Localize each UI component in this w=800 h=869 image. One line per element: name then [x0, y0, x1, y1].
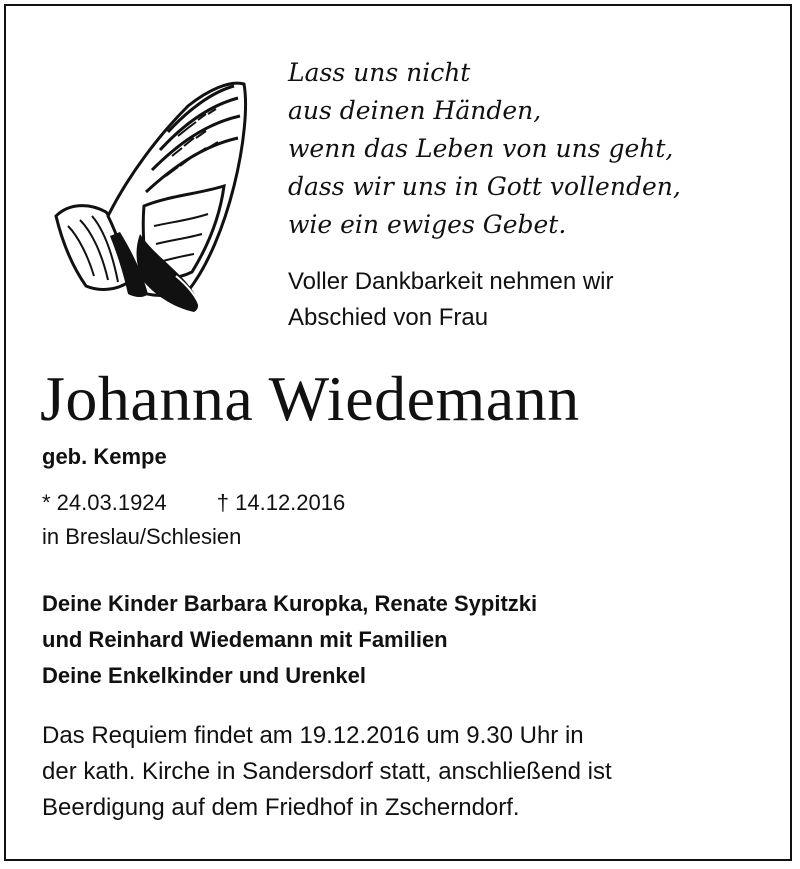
poem — [288, 54, 681, 244]
life-dates — [42, 486, 345, 554]
poem-line: wie ein ewiges Gebet. — [288, 210, 567, 239]
mourners-line: Deine Kinder Barbara Kuropka, Renate Sypitzki — [42, 591, 538, 616]
poem-line: Lass uns nicht — [288, 58, 471, 87]
mourners-line: Deine Enkelkinder und Urenkel — [42, 663, 366, 688]
birth-date: * 24.03.1924 — [42, 490, 167, 515]
poem-line: dass wir uns in Gott vollenden, — [288, 172, 681, 201]
obituary-card — [4, 4, 792, 861]
farewell-intro — [288, 264, 614, 336]
notice-line: Beerdigung auf dem Friedhof in Zscherndorf. — [42, 794, 520, 821]
intro-line: Voller Dankbarkeit nehmen wir — [288, 268, 614, 295]
mourners-line: und Reinhard Wiedemann mit Familien — [42, 627, 448, 652]
death-date: † 14.12.2016 — [216, 490, 346, 515]
notice-line: Das Requiem findet am 19.12.2016 um 9.30 Uhr in — [42, 722, 584, 749]
poem-line: aus deinen Händen, — [288, 96, 542, 125]
maiden-name: geb. Kempe — [42, 444, 167, 469]
poem-line: wenn das Leben von uns geht, — [288, 134, 674, 163]
deceased-name: Johanna Wiedemann — [40, 363, 580, 434]
intro-line: Abschied von Frau — [288, 304, 489, 331]
birthplace: in Breslau/Schlesien — [42, 524, 242, 549]
mourners — [42, 586, 537, 694]
notice-line: der kath. Kirche in Sandersdorf statt, anschließend ist — [42, 758, 612, 785]
funeral-notice — [42, 718, 612, 826]
praying-hands-icon — [48, 76, 258, 316]
